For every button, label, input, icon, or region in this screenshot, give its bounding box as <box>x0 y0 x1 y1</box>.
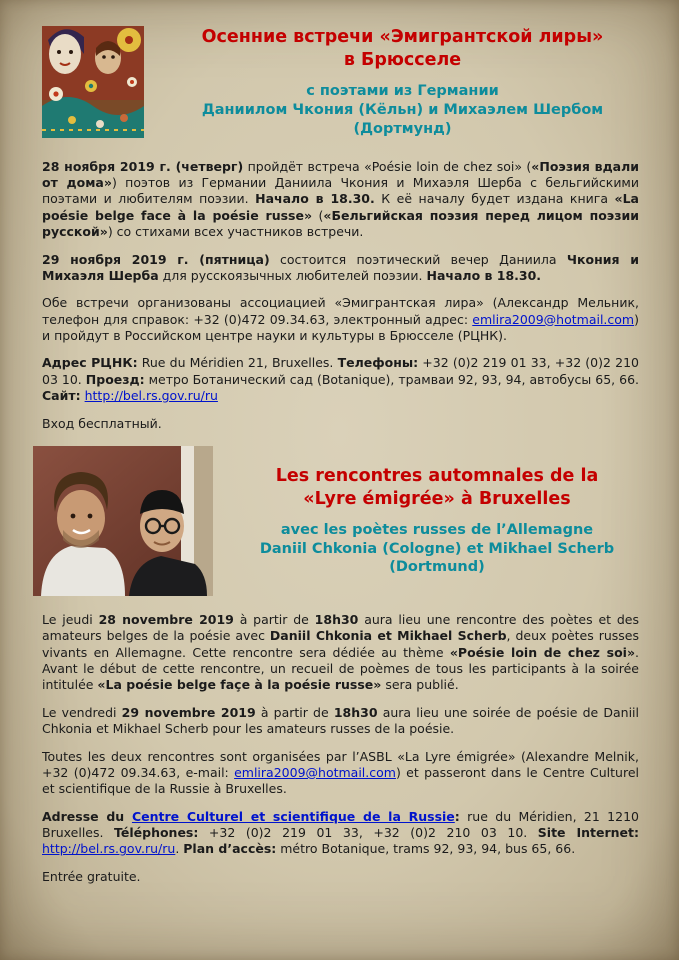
text-segment: Обе встречи организованы ассоциацией «Эмигрантская лира» (Александр Мельник, телефон для справок: +32 (0)472 09.34.63, электронный адрес: <box>42 295 639 327</box>
text-segment: 28 ноября 2019 г. (четверг) <box>42 158 244 174</box>
russian-subtitle-line-2: Даниилом Чкония (Кёльн) и Михаэлем Шербом <box>201 102 604 119</box>
russian-title-line-1: Осенние встречи «Эмигрантской лиры» <box>201 27 604 47</box>
french-subtitle <box>229 521 645 578</box>
poets-photo <box>33 446 213 596</box>
russian-header-text <box>160 26 645 139</box>
text-segment: «La poésie belge façe à la poésie russe» <box>97 677 382 693</box>
text-segment: 29 novembre 2019 <box>121 704 256 720</box>
text-segment: для русскоязычных любителей поэзии. <box>158 267 427 283</box>
text-segment: 18h30 <box>314 611 359 627</box>
text-segment: ) et passeront dans le Centre Culturel et scientifique de la Russie à Bruxelles. <box>42 764 639 797</box>
text-segment: Toutes les deux rencontres sont organisées par l’ASBL «La Lyre émigrée» (Alexandre Melnik, +32 (0)472 09.34.63, e-mail: <box>42 748 639 780</box>
text-segment: aura lieu une rencontre des poètes et des amateurs belges de la poésie avec <box>42 611 639 644</box>
french-title <box>229 465 645 511</box>
russian-subtitle-line-3: (Дортмунд) <box>353 120 452 137</box>
text-segment: aura lieu une soirée de poésie de Daniil Chkonia et Mikhael Scherb pour les amateurs russes de la poésie. <box>42 704 639 737</box>
text-segment: Телефоны: <box>337 355 419 371</box>
link[interactable]: http://bel.rs.gov.ru/ru <box>84 388 218 404</box>
text-segment: +32 (0)2 219 01 33, +32 (0)2 210 03 10. <box>42 355 639 387</box>
poets-photo-svg <box>33 446 213 596</box>
french-title-line-2: «Lyre émigrée» à Bruxelles <box>303 488 571 509</box>
text-segment: Rue du Méridien 21, Bruxelles. <box>137 355 338 371</box>
text-segment: Adresse du <box>42 808 132 824</box>
text-segment: sera publié. <box>381 677 459 693</box>
link[interactable]: emlira2009@hotmail.com <box>234 764 396 780</box>
french-subtitle-line-1: avec les poètes russes de l’Allemagne <box>280 521 594 538</box>
russian-body <box>0 139 679 432</box>
ru-paragraph-event-2 <box>42 252 639 285</box>
french-header <box>0 432 679 596</box>
russian-header <box>0 0 679 139</box>
text-segment: Проезд: <box>85 371 145 387</box>
text-segment: «Поэзия вдали от дома» <box>42 158 640 191</box>
text-segment: +32 (0)2 219 01 33, +32 (0)2 210 03 10. <box>198 825 538 841</box>
fr-free-entry-note: Entrée gratuite. <box>42 868 141 884</box>
ru-paragraph-event-1 <box>42 159 639 241</box>
folk-artwork-image <box>42 26 144 138</box>
link[interactable]: Centre Culturel et scientifique de la Russie <box>131 808 455 824</box>
text-segment: 18h30 <box>333 704 378 720</box>
french-body <box>0 596 679 885</box>
text-segment: «Poésie loin de chez soi» <box>449 644 636 660</box>
russian-title-line-2: в Брюсселе <box>343 50 462 71</box>
text-segment: à partir de <box>255 704 334 720</box>
fr-paragraph-event-2 <box>42 705 639 738</box>
text-segment: Чкония и Михаэля Шерба <box>42 251 639 283</box>
link[interactable]: emlira2009@hotmail.com <box>472 311 635 327</box>
french-subtitle-line-2: Daniil Chkonia (Cologne) et Mikhael Scherb <box>259 540 615 557</box>
text-segment: à partir de <box>233 611 315 627</box>
text-segment: пройдёт встреча «Poésie loin de chez soi» ( <box>243 158 532 174</box>
text-segment: Начало в 18.30. <box>426 267 542 283</box>
folk-artwork-svg <box>42 26 144 138</box>
text-segment: Daniil Chkonia et Mikhael Scherb <box>269 628 507 644</box>
text-segment: métro Botanique, trams 92, 93, 94, bus 65, 66. <box>276 841 576 857</box>
text-segment: К её началу будет издана книга <box>374 191 615 207</box>
text-segment: Le jeudi <box>42 611 99 627</box>
text-segment: , deux poètes russes vivants en Allemagne. Cette rencontre sera dédiée au thème <box>42 628 639 660</box>
text-segment: Сайт: <box>42 388 81 404</box>
ru-paragraph-address <box>42 355 639 404</box>
text-segment: Téléphones: <box>114 825 199 841</box>
russian-subtitle <box>160 82 645 139</box>
text-segment: ) и пройдут в Российском центре науки и культуры в Брюсселе (РЦНК). <box>42 311 639 344</box>
fr-paragraph-address <box>42 809 639 858</box>
text-segment: : <box>454 808 460 824</box>
text-segment: состоится поэтический вечер Даниила <box>269 251 567 267</box>
ru-free-entry-note: Вход бесплатный. <box>42 415 162 431</box>
text-segment: Site Internet: <box>537 825 639 841</box>
text-segment: ) поэтов из Германии Даниила Чкония и Михаэля Шерба с бельгийскими поэтами и любителям поэзии. <box>42 175 639 207</box>
text-segment: rue du Méridien, 21 1210 Bruxelles. <box>42 808 639 841</box>
text-segment: ) со стихами всех участников встречи. <box>107 224 364 240</box>
text-segment: «La poésie belge face à la poésie russe» <box>42 191 639 223</box>
text-segment: метро Ботанический сад (Botanique), трамваи 92, 93, 94, автобусы 65, 66. <box>144 371 640 387</box>
ru-paragraph-organizers <box>42 295 639 344</box>
link[interactable]: http://bel.rs.gov.ru/ru <box>42 841 176 857</box>
text-segment: ( <box>312 207 324 223</box>
french-title-line-1: Les rencontres automnales de la <box>275 465 599 486</box>
russian-title <box>160 26 645 72</box>
fr-paragraph-organizers <box>42 749 639 798</box>
text-segment: . Avant le début de cette rencontre, un recueil de poèmes de tous les participants à la soirée intitulée <box>42 644 639 693</box>
text-segment: . <box>175 841 184 857</box>
fr-paragraph-event-1 <box>42 612 639 694</box>
text-segment: Адрес РЦНК: <box>42 355 138 371</box>
russian-subtitle-line-1: с поэтами из Германии <box>306 83 499 100</box>
text-segment: Начало в 18.30. <box>255 191 375 207</box>
french-subtitle-line-3: (Dortmund) <box>389 559 485 576</box>
french-header-text <box>229 465 645 578</box>
text-segment: «Бельгийская поэзия перед лицом поэзии русской» <box>42 207 639 240</box>
text-segment: Plan d’accès: <box>183 841 277 857</box>
text-segment: 29 ноября 2019 г. (пятница) <box>42 251 270 267</box>
text-segment: 28 novembre 2019 <box>98 611 234 627</box>
text-segment: Le vendredi <box>42 704 122 720</box>
